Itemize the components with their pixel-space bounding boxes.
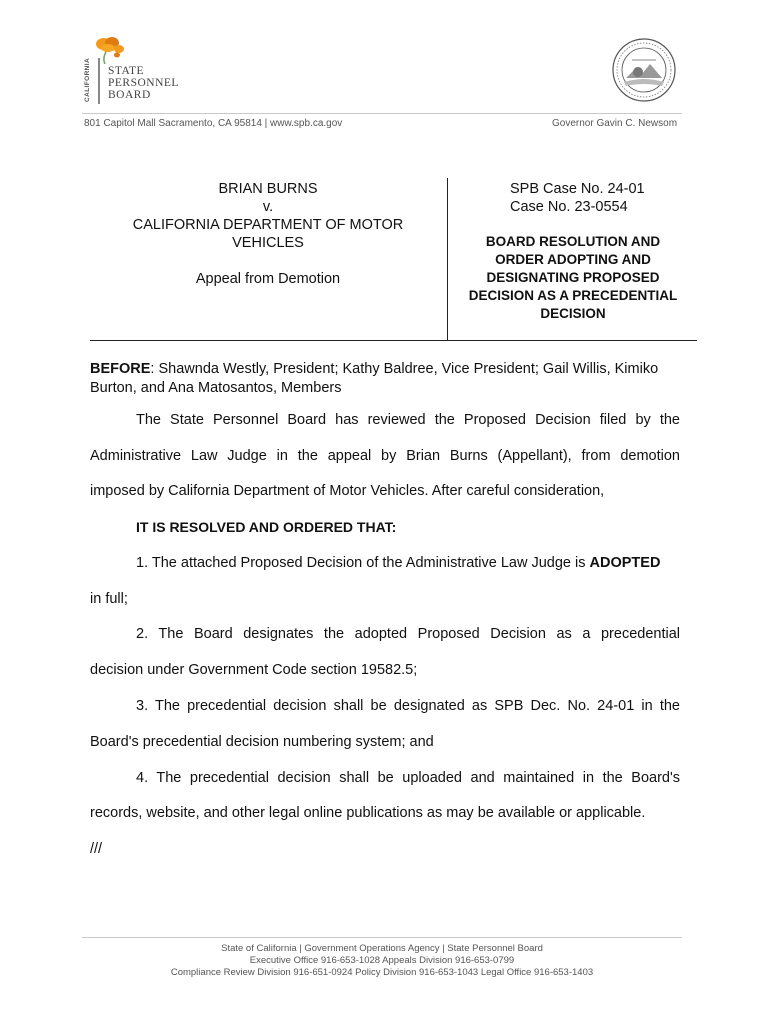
item-4-line-2: records, website, and other legal online publications as may be available or applicable. (90, 805, 646, 821)
case-numbers (510, 180, 645, 216)
footer-rule (82, 937, 682, 938)
paragraph-1-line-2: Administrative Law Judge in the appeal by Brian Burns (Appellant), from demotion (90, 448, 680, 464)
logo-divider (98, 58, 100, 104)
before-members (90, 360, 690, 398)
item-3-line-1: 3. The precedential decision shall be designated as SPB Dec. No. 24-01 in the (136, 698, 680, 714)
respondent-line-2: VEHICLES (232, 235, 304, 251)
item-1-line-2: in full; (90, 591, 128, 607)
case-caption-parties (90, 180, 446, 288)
resolution-title: BOARD RESOLUTION AND ORDER ADOPTING AND DESIGNATING PROPOSED DECISION AS A PRECEDENTIAL DECISION (468, 234, 678, 321)
appellant-name: BRIAN BURNS (218, 181, 318, 197)
logo-side-text: CALIFORNIA (84, 57, 91, 102)
spb-case-number: SPB Case No. 24-01 (510, 181, 645, 197)
footer-agency: State of California | Government Operations Agency | State Personnel Board (221, 943, 543, 954)
spb-logo (84, 36, 214, 108)
item-2-line-2: decision under Government Code section 19582.5; (90, 662, 418, 678)
continuation-slashes: /// (90, 841, 103, 857)
appeal-type: Appeal from Demotion (195, 271, 341, 287)
logo-wordmark: STATE PERSONNEL BOARD (108, 65, 179, 101)
case-number: Case No. 23-0554 (510, 199, 628, 215)
item-3-line-2: Board's precedential decision numbering system; and (90, 734, 434, 750)
before-text: : Shawnda Westly, President; Kathy Baldree, Vice President; Gail Willis, Kimiko Burton, and Ana Matosantos, Members (90, 361, 659, 396)
header-address: 801 Capitol Mall Sacramento, CA 95814 | www.spb.ca.gov (84, 118, 343, 129)
header-rule (82, 113, 682, 114)
paragraph-1-line-3: imposed by California Department of Motor Vehicles. After careful consideration, (90, 483, 605, 499)
header-governor: Governor Gavin C. Newsom (552, 118, 678, 129)
item-2-line-1: 2. The Board designates the adopted Proposed Decision as a precedential (136, 626, 680, 642)
versus: v. (262, 199, 274, 215)
respondent-line-1: CALIFORNIA DEPARTMENT OF MOTOR (132, 217, 404, 233)
state-seal-icon (612, 38, 676, 102)
resolved-heading: IT IS RESOLVED AND ORDERED THAT: (136, 519, 397, 535)
before-label: BEFORE (90, 361, 151, 377)
footer-phones-2: Compliance Review Division 916-651-0924 Policy Division 916-653-1043 Legal Office 916-653-1403 (170, 967, 594, 978)
poppy-icon (92, 36, 126, 64)
adopted-word: ADOPTED (589, 555, 661, 571)
item-1-line-1: 1. The attached Proposed Decision of the Administrative Law Judge is ADOPTED (136, 555, 661, 571)
footer (82, 943, 682, 979)
footer-phones-1: Executive Office 916-653-1028 Appeals Division 916-653-0799 (249, 955, 515, 966)
paragraph-1-line-1: The State Personnel Board has reviewed the Proposed Decision filed by the (136, 412, 680, 428)
caption-horizontal-rule (90, 340, 697, 341)
item-4-line-1: 4. The precedential decision shall be uploaded and maintained in the Board's (136, 770, 680, 786)
